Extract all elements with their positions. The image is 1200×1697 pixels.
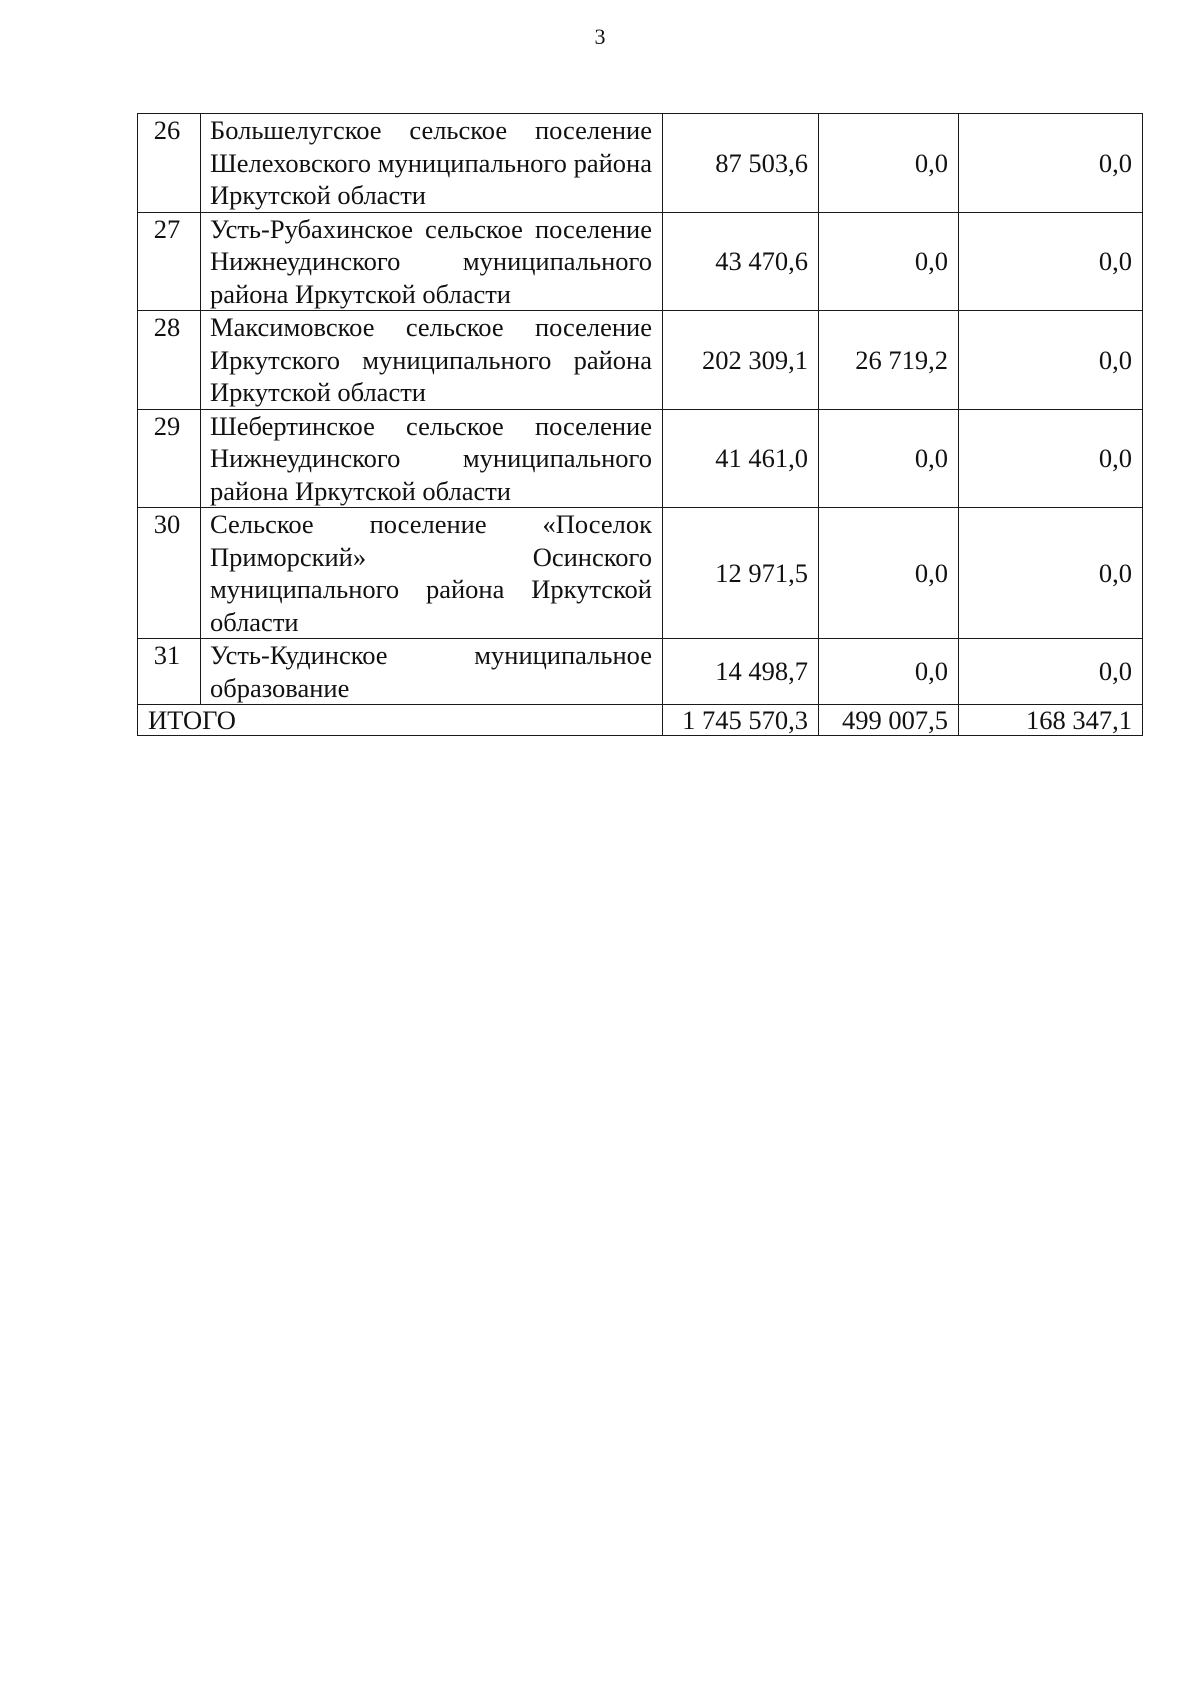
row-number: 28 [138, 311, 201, 410]
value-column-1: 202 309,1 [663, 311, 819, 410]
value-column-2: 0,0 [819, 114, 959, 213]
value-column-2: 0,0 [819, 212, 959, 311]
value-column-2: 0,0 [819, 409, 959, 508]
value-column-1: 14 498,7 [663, 639, 819, 705]
municipality-name: Усть-Кудинское муниципальное образование [201, 639, 663, 705]
row-number: 31 [138, 639, 201, 705]
value-column-3: 0,0 [959, 508, 1143, 639]
municipality-name: Большелугское сельское поселение Шелеховского муниципального района Иркутской области [201, 114, 663, 213]
allocation-table [137, 113, 1143, 736]
page-number: 3 [594, 24, 606, 49]
total-value-column-2: 499 007,5 [819, 705, 959, 736]
municipality-name: Максимовское сельское поселение Иркутского муниципального района Иркутской области [201, 311, 663, 410]
total-label: ИТОГО [138, 705, 663, 736]
municipality-name: Шебертинское сельское поселение Нижнеудинского муниципального района Иркутской области [201, 409, 663, 508]
municipality-name: Сельское поселение «Поселок Приморский» Осинского муниципального района Иркутской области [201, 508, 663, 639]
value-column-3: 0,0 [959, 409, 1143, 508]
value-column-3: 0,0 [959, 212, 1143, 311]
table-row [138, 114, 1143, 213]
row-number: 30 [138, 508, 201, 639]
table-row [138, 639, 1143, 705]
value-column-2: 26 719,2 [819, 311, 959, 410]
value-column-2: 0,0 [819, 639, 959, 705]
value-column-3: 0,0 [959, 639, 1143, 705]
table-row [138, 409, 1143, 508]
value-column-1: 43 470,6 [663, 212, 819, 311]
row-number: 26 [138, 114, 201, 213]
table-row [138, 212, 1143, 311]
value-column-3: 0,0 [959, 311, 1143, 410]
row-number: 29 [138, 409, 201, 508]
value-column-1: 41 461,0 [663, 409, 819, 508]
table-row [138, 508, 1143, 639]
value-column-1: 12 971,5 [663, 508, 819, 639]
total-value-column-3: 168 347,1 [959, 705, 1143, 736]
value-column-3: 0,0 [959, 114, 1143, 213]
value-column-2: 0,0 [819, 508, 959, 639]
total-row [138, 705, 1143, 736]
total-value-column-1: 1 745 570,3 [663, 705, 819, 736]
value-column-1: 87 503,6 [663, 114, 819, 213]
row-number: 27 [138, 212, 201, 311]
table-row [138, 311, 1143, 410]
municipality-name: Усть-Рубахинское сельское поселение Нижнеудинского муниципального района Иркутской области [201, 212, 663, 311]
